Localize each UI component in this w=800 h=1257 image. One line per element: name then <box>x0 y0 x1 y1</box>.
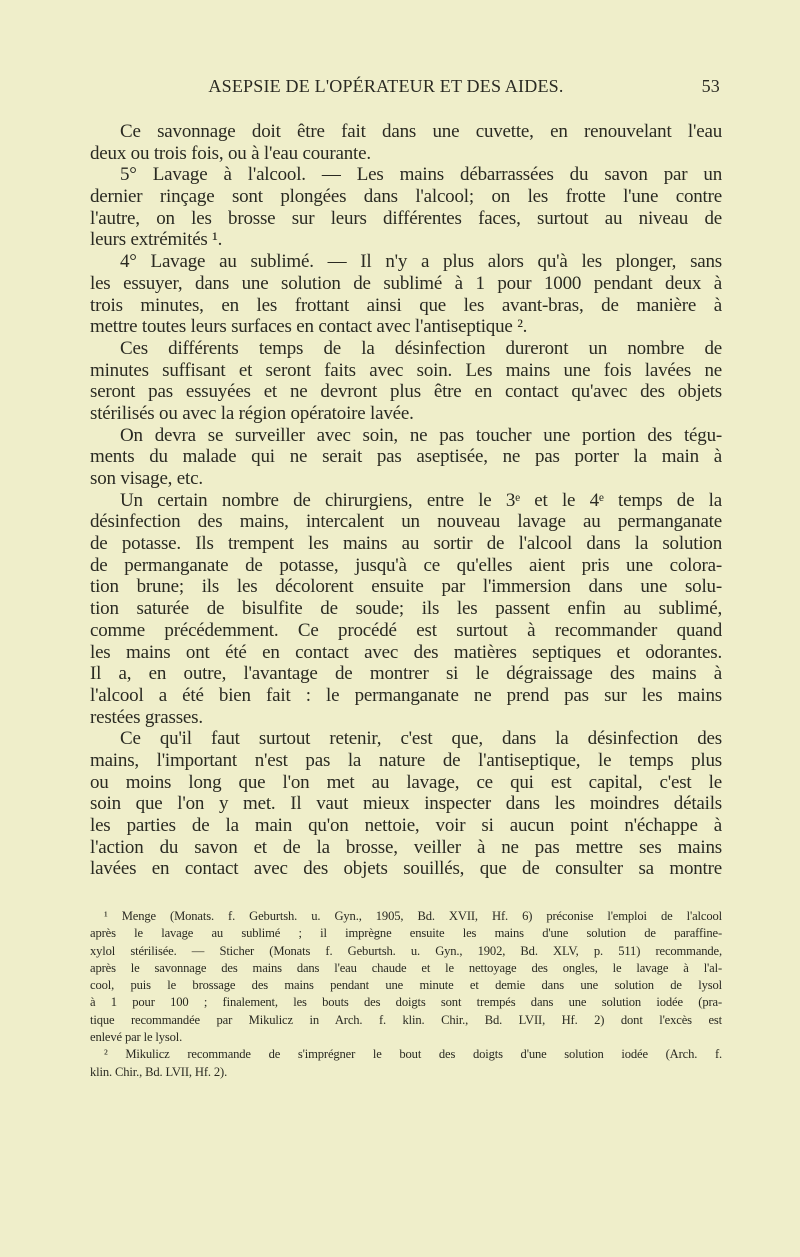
running-title: ASEPSIE DE L'OPÉRATEUR ET DES AIDES. <box>208 76 564 96</box>
text-line: On devra se surveiller avec soin, ne pas toucher une portion des tégu- <box>120 424 722 446</box>
text-line: l'autre, on les brosse sur leurs différentes faces, surtout au niveau de <box>90 207 722 229</box>
text-line: 4° Lavage au sublimé. — Il n'y a plus alors qu'à les plonger, sans <box>120 251 722 273</box>
text-line: de permanganate de potasse, jusqu'à ce qu'elles aient pris une colora- <box>90 554 722 576</box>
text-line: l'alcool a été bien fait : le permanganate ne prend pas sur les mains <box>90 684 722 706</box>
text-line: l'action du savon et de la brosse, veiller à ne pas mettre ses mains <box>90 836 722 858</box>
text-line: les parties de la main qu'on nettoie, voir si aucun point n'échappe à <box>90 815 722 836</box>
text-line: tion saturée de bisulfite de soude; ils les passent enfin au sublimé, <box>90 598 722 620</box>
footnote-line: xylol stérilisée. — Sticher (Monats f. Geburtsh. u. Gyn., 1902, Bd. XLV, p. 511) recommande, <box>90 943 722 958</box>
text-line: lavées en contact avec des objets souillés, que de consulter sa montre <box>90 858 722 880</box>
text-line: leurs extrémités ¹. <box>90 229 223 251</box>
footnote-line: après le savonnage des mains dans l'eau chaude et le nettoyage des ongles, le lavage à l'al- <box>90 960 722 975</box>
page-number: 53 <box>701 76 720 96</box>
footnote-line: ² Mikulicz recommande de s'imprégner le bout des doigts d'une solution iodée (Arch. f. <box>104 1047 722 1062</box>
text-line: de potasse. Ils trempent les mains au sortir de l'alcool dans la solution <box>90 533 722 555</box>
footnote-line: ¹ Menge (Monats. f. Geburtsh. u. Gyn., 1905, Bd. XVII, Hf. 6) préconise l'emploi de l'alcool <box>104 909 722 923</box>
text-line: soin que l'on y met. Il vaut mieux inspecter dans les moindres détails <box>90 793 722 815</box>
text-line: mettre toutes leurs surfaces en contact avec l'antiseptique ². <box>90 316 528 338</box>
footnote-line: après le lavage au sublimé ; il imprègne ensuite les mains d'une solution de paraffine- <box>90 926 722 941</box>
footnote-line: cool, puis le brossage des mains pendant une minute et demie dans une solution de lysol <box>90 978 722 993</box>
text-line: stérilisés ou avec la région opératoire lavée. <box>90 402 414 424</box>
footnote-line: klin. Chir., Bd. LVII, Hf. 2). <box>90 1064 228 1079</box>
text-line: désinfection des mains, intercalent un nouveau lavage au permanganate <box>90 511 722 533</box>
text-line: tion brune; ils les décolorent ensuite par l'immersion dans une solu- <box>90 576 722 598</box>
text-line: les mains ont été en contact avec des matières septiques et odorantes. <box>90 641 722 663</box>
footnote-line: à 1 pour 100 ; finalement, les bouts des doigts sont trempés dans une solution iodée (pra- <box>90 995 722 1010</box>
footnote-line: enlevé par le lysol. <box>90 1030 183 1045</box>
text-line: son visage, etc. <box>90 468 203 489</box>
text-line: les essuyer, dans une solution de sublimé à 1 pour 1000 pendant deux à <box>90 272 722 294</box>
text-line: restées grasses. <box>90 706 203 728</box>
text-line: comme précédemment. Ce procédé est surtout à recommander quand <box>90 619 722 641</box>
footnote-line: tique recommandée par Mikulicz in Arch. f. klin. Chir., Bd. LVII, Hf. 2) dont l'excès est <box>90 1012 722 1027</box>
text-line: ments du malade qui ne serait pas aseptisée, ne pas porter la main à <box>90 446 722 468</box>
text-line: trois minutes, en les frottant ainsi que les avant-bras, de manière à <box>90 294 722 316</box>
text-line: deux ou trois fois, ou à l'eau courante. <box>90 142 371 164</box>
text-line: Ce savonnage doit être fait dans une cuvette, en renouvelant l'eau <box>120 121 722 142</box>
text-line: dernier rinçage sont plongées dans l'alcool; on les frotte l'une contre <box>90 186 722 208</box>
text-line: ou moins long que l'on met au lavage, ce qui est capital, c'est le <box>90 771 722 793</box>
text-line: seront pas essuyées et ne devront plus être en contact qu'avec des objets <box>90 381 722 403</box>
body-text <box>90 121 722 880</box>
text-line: Il a, en outre, l'avantage de montrer si le dégraissage des mains à <box>90 663 722 685</box>
footnotes <box>90 908 722 1081</box>
text-line: minutes suffisant et seront faits avec soin. Les mains une fois lavées ne <box>90 359 722 381</box>
text-line: Un certain nombre de chirurgiens, entre le 3ᵉ et le 4ᵉ temps de la <box>120 489 722 511</box>
text-line: Ces différents temps de la désinfection dureront un nombre de <box>120 337 722 359</box>
text-line: Ce qu'il faut surtout retenir, c'est que, dans la désinfection des <box>120 728 722 750</box>
text-line: mains, l'important n'est pas la nature de l'antiseptique, le temps plus <box>90 749 722 771</box>
running-header <box>90 76 722 100</box>
text-line: 5° Lavage à l'alcool. — Les mains débarrassées du savon par un <box>120 164 722 186</box>
